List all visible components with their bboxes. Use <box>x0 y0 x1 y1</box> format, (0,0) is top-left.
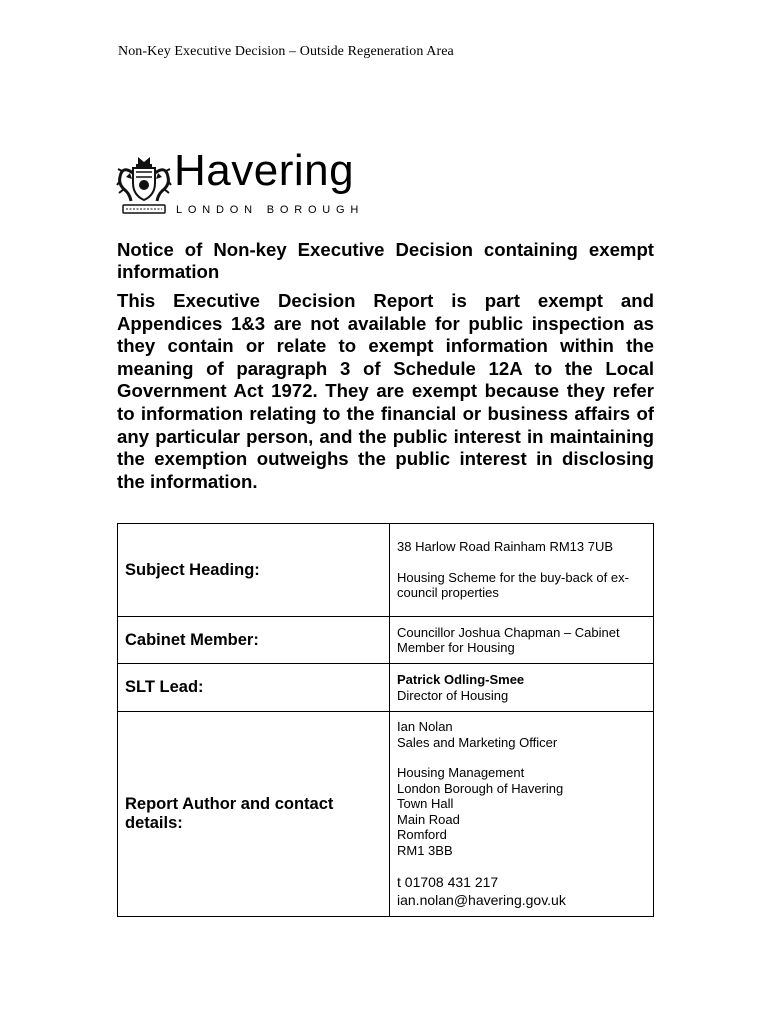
author-title: Sales and Marketing Officer <box>397 734 558 750</box>
table-row-author <box>118 712 654 917</box>
address-line: Romford <box>397 827 447 842</box>
logo-wordmark: Havering <box>174 146 355 195</box>
author-phone: t 01708 431 217 <box>397 874 499 890</box>
exempt-statement: This Executive Decision Report is part exempt and Appendices 1&3 are not available for public inspection as they contain or relate to exempt information within the meaning of paragraph 3 of Schedule 12A to the Local Government Act 1972. They are exempt because they refer to information relating to the financial or business affairs of any particular person, and the public interest in maintaining the exemption outweighs the public interest in disclosing the information. <box>117 290 654 492</box>
address-line: Housing Management <box>397 765 525 780</box>
author-email-link[interactable]: ian.nolan@havering.gov.uk <box>397 892 566 908</box>
table-row-subject <box>118 524 654 617</box>
havering-logo <box>116 146 406 217</box>
cabinet-member-label: Cabinet Member: <box>118 617 390 664</box>
author-name: Ian Nolan <box>397 719 453 734</box>
cabinet-member-value: Councillor Joshua Chapman – Cabinet Member for Housing <box>390 617 654 664</box>
notice-title: Notice of Non-key Executive Decision containing exempt information <box>117 239 654 282</box>
address-line: London Borough of Havering <box>397 780 564 796</box>
report-author-label: Report Author and contact details: <box>118 712 390 917</box>
subject-heading-label: Subject Heading: <box>118 524 390 617</box>
borough-crest-icon <box>116 155 172 217</box>
subject-description: Housing Scheme for the buy-back of ex-council properties <box>397 569 629 601</box>
decision-details-table <box>117 523 654 917</box>
logo-subtitle: LONDON BOROUGH <box>176 204 365 216</box>
table-row-slt <box>118 664 654 712</box>
table-row-cabinet <box>118 617 654 664</box>
slt-lead-label: SLT Lead: <box>118 664 390 712</box>
subject-address: 38 Harlow Road Rainham RM13 7UB <box>397 539 614 555</box>
slt-lead-value <box>390 664 654 712</box>
report-author-value <box>390 712 654 917</box>
slt-lead-role: Director of Housing <box>397 687 509 703</box>
address-line: Town Hall <box>397 796 454 811</box>
slt-lead-name: Patrick Odling-Smee <box>397 672 525 687</box>
address-line: Main Road <box>397 811 460 827</box>
running-header: Non-Key Executive Decision – Outside Regeneration Area <box>118 44 454 59</box>
address-line: RM1 3BB <box>397 842 453 858</box>
subject-heading-value <box>390 524 654 617</box>
